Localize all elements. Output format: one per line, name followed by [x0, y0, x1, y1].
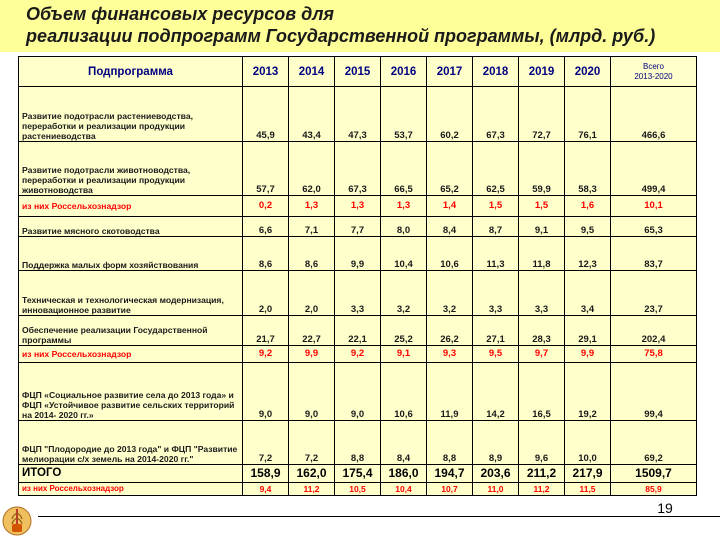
table-row-highlight: [19, 195, 697, 216]
cell-value: 9,2: [243, 346, 289, 363]
cell-value: 11,0: [473, 483, 519, 496]
fist-with-wheat-icon: [2, 504, 32, 538]
cell-value: 62,5: [473, 141, 519, 195]
cell-value: 3,4: [565, 271, 611, 316]
cell-value: 1,5: [519, 195, 565, 216]
cell-total: 499,4: [611, 141, 697, 195]
cell-value: 1,4: [427, 195, 473, 216]
cell-value: 9,3: [427, 346, 473, 363]
header-year: 2020: [565, 57, 611, 87]
cell-value: 3,2: [381, 271, 427, 316]
header-year: 2016: [381, 57, 427, 87]
cell-value: 10,5: [335, 483, 381, 496]
row-label: ФЦП "Плодородие до 2013 года" и ФЦП "Развитие мелиорации с/х земель на 2014-2020 гг.": [19, 420, 243, 464]
header-year: 2013: [243, 57, 289, 87]
slide-title-line-1: Объем финансовых ресурсов для: [26, 4, 335, 24]
cell-value: 217,9: [565, 464, 611, 483]
cell-value: 9,2: [335, 346, 381, 363]
cell-value: 22,7: [289, 316, 335, 346]
financing-table: [18, 56, 697, 496]
cell-value: 11,8: [519, 236, 565, 270]
cell-value: 1,5: [473, 195, 519, 216]
slide-title: [26, 3, 716, 47]
cell-value: 11,5: [565, 483, 611, 496]
table-row-highlight: [19, 483, 697, 496]
cell-value: 1,3: [289, 195, 335, 216]
header-year: 2018: [473, 57, 519, 87]
row-label: Развитие подотрасли животноводства, переработки и реализации продукции животноводства: [19, 141, 243, 195]
cell-total: 83,7: [611, 236, 697, 270]
table-row: [19, 271, 697, 316]
cell-value: 8,6: [243, 236, 289, 270]
cell-value: 12,3: [565, 236, 611, 270]
cell-value: 194,7: [427, 464, 473, 483]
cell-value: 8,6: [289, 236, 335, 270]
cell-value: 8,4: [381, 420, 427, 464]
cell-value: 26,2: [427, 316, 473, 346]
cell-value: 9,1: [381, 346, 427, 363]
cell-value: 67,3: [473, 87, 519, 141]
cell-value: 2,0: [243, 271, 289, 316]
table-row-total: [19, 464, 697, 483]
header-year: 2015: [335, 57, 381, 87]
cell-value: 3,3: [519, 271, 565, 316]
row-label: из них Россельхознадзор: [19, 346, 243, 363]
header-total: [611, 57, 697, 87]
cell-value: 2,0: [289, 271, 335, 316]
row-label: ФЦП «Социальное развитие села до 2013 года» и ФЦП «Устойчивое развитие сельских территорий на 2014- 2020 гг.»: [19, 363, 243, 420]
row-label: Развитие подотрасли растениеводства, переработки и реализации продукции растениеводства: [19, 87, 243, 141]
page-number: 19: [657, 500, 673, 516]
cell-value: 19,2: [565, 363, 611, 420]
header-total-line-2: 2013-2020: [634, 71, 673, 81]
cell-value: 43,4: [289, 87, 335, 141]
cell-total: 75,8: [611, 346, 697, 363]
cell-value: 72,7: [519, 87, 565, 141]
cell-total: 202,4: [611, 316, 697, 346]
cell-total: 1509,7: [611, 464, 697, 483]
header-subprogram: Подпрограмма: [19, 57, 243, 87]
cell-value: 7,7: [335, 216, 381, 236]
cell-value: 8,7: [473, 216, 519, 236]
cell-value: 59,9: [519, 141, 565, 195]
cell-value: 3,3: [335, 271, 381, 316]
cell-value: 8,0: [381, 216, 427, 236]
financing-table-container: [18, 56, 696, 496]
cell-value: 175,4: [335, 464, 381, 483]
cell-value: 16,5: [519, 363, 565, 420]
cell-value: 1,3: [335, 195, 381, 216]
cell-value: 186,0: [381, 464, 427, 483]
row-label: Поддержка малых форм хозяйствования: [19, 236, 243, 270]
cell-value: 10,0: [565, 420, 611, 464]
cell-value: 47,3: [335, 87, 381, 141]
cell-value: 0,2: [243, 195, 289, 216]
cell-value: 9,9: [289, 346, 335, 363]
cell-value: 8,4: [427, 216, 473, 236]
cell-value: 66,5: [381, 141, 427, 195]
cell-value: 6,6: [243, 216, 289, 236]
cell-total: 10,1: [611, 195, 697, 216]
cell-value: 8,8: [427, 420, 473, 464]
cell-value: 9,5: [473, 346, 519, 363]
table-row: [19, 316, 697, 346]
cell-value: 9,9: [335, 236, 381, 270]
cell-value: 28,3: [519, 316, 565, 346]
cell-total: 69,2: [611, 420, 697, 464]
cell-value: 7,1: [289, 216, 335, 236]
cell-value: 65,2: [427, 141, 473, 195]
cell-value: 203,6: [473, 464, 519, 483]
slide-title-line-2: реализации подпрограмм Государственной программы, (млрд. руб.): [26, 26, 656, 46]
cell-value: 76,1: [565, 87, 611, 141]
cell-value: 10,6: [381, 363, 427, 420]
row-label: Развитие мясного скотоводства: [19, 216, 243, 236]
row-label: из них Россельхознадзор: [19, 483, 243, 496]
cell-value: 9,5: [565, 216, 611, 236]
cell-value: 7,2: [289, 420, 335, 464]
cell-value: 14,2: [473, 363, 519, 420]
cell-total: 85,9: [611, 483, 697, 496]
cell-value: 10,4: [381, 483, 427, 496]
header-total-line-1: Всего: [643, 61, 664, 71]
cell-value: 10,4: [381, 236, 427, 270]
cell-value: 9,0: [335, 363, 381, 420]
cell-value: 9,4: [243, 483, 289, 496]
cell-value: 9,1: [519, 216, 565, 236]
row-label: Техническая и технологическая модернизация, инновационное развитие: [19, 271, 243, 316]
cell-value: 7,2: [243, 420, 289, 464]
cell-value: 1,3: [381, 195, 427, 216]
table-row: [19, 363, 697, 420]
cell-value: 57,7: [243, 141, 289, 195]
cell-value: 9,9: [565, 346, 611, 363]
cell-value: 58,3: [565, 141, 611, 195]
cell-value: 22,1: [335, 316, 381, 346]
cell-value: 10,6: [427, 236, 473, 270]
cell-value: 3,2: [427, 271, 473, 316]
cell-value: 3,3: [473, 271, 519, 316]
cell-value: 9,7: [519, 346, 565, 363]
cell-total: 23,7: [611, 271, 697, 316]
cell-value: 45,9: [243, 87, 289, 141]
cell-value: 11,3: [473, 236, 519, 270]
table-row: [19, 236, 697, 270]
cell-value: 21,7: [243, 316, 289, 346]
cell-value: 10,7: [427, 483, 473, 496]
header-year: 2017: [427, 57, 473, 87]
cell-total: 65,3: [611, 216, 697, 236]
cell-value: 158,9: [243, 464, 289, 483]
cell-value: 11,2: [289, 483, 335, 496]
cell-value: 211,2: [519, 464, 565, 483]
cell-value: 25,2: [381, 316, 427, 346]
row-label: из них Россельхознадзор: [19, 195, 243, 216]
cell-value: 62,0: [289, 141, 335, 195]
table-row-highlight: [19, 346, 697, 363]
cell-value: 9,6: [519, 420, 565, 464]
cell-value: 9,0: [289, 363, 335, 420]
header-year: 2019: [519, 57, 565, 87]
table-row: [19, 87, 697, 141]
cell-value: 67,3: [335, 141, 381, 195]
cell-value: 27,1: [473, 316, 519, 346]
header-year: 2014: [289, 57, 335, 87]
cell-value: 9,0: [243, 363, 289, 420]
row-label: ИТОГО: [19, 464, 243, 483]
table-row: [19, 141, 697, 195]
row-label: Обеспечение реализации Государственной программы: [19, 316, 243, 346]
table-row: [19, 420, 697, 464]
cell-total: 99,4: [611, 363, 697, 420]
cell-value: 8,9: [473, 420, 519, 464]
cell-value: 11,2: [519, 483, 565, 496]
footer-divider: [38, 516, 720, 517]
cell-value: 11,9: [427, 363, 473, 420]
cell-value: 1,6: [565, 195, 611, 216]
cell-value: 29,1: [565, 316, 611, 346]
cell-value: 60,2: [427, 87, 473, 141]
table-header-row: [19, 57, 697, 87]
cell-value: 8,8: [335, 420, 381, 464]
cell-total: 466,6: [611, 87, 697, 141]
table-row: [19, 216, 697, 236]
cell-value: 53,7: [381, 87, 427, 141]
cell-value: 162,0: [289, 464, 335, 483]
